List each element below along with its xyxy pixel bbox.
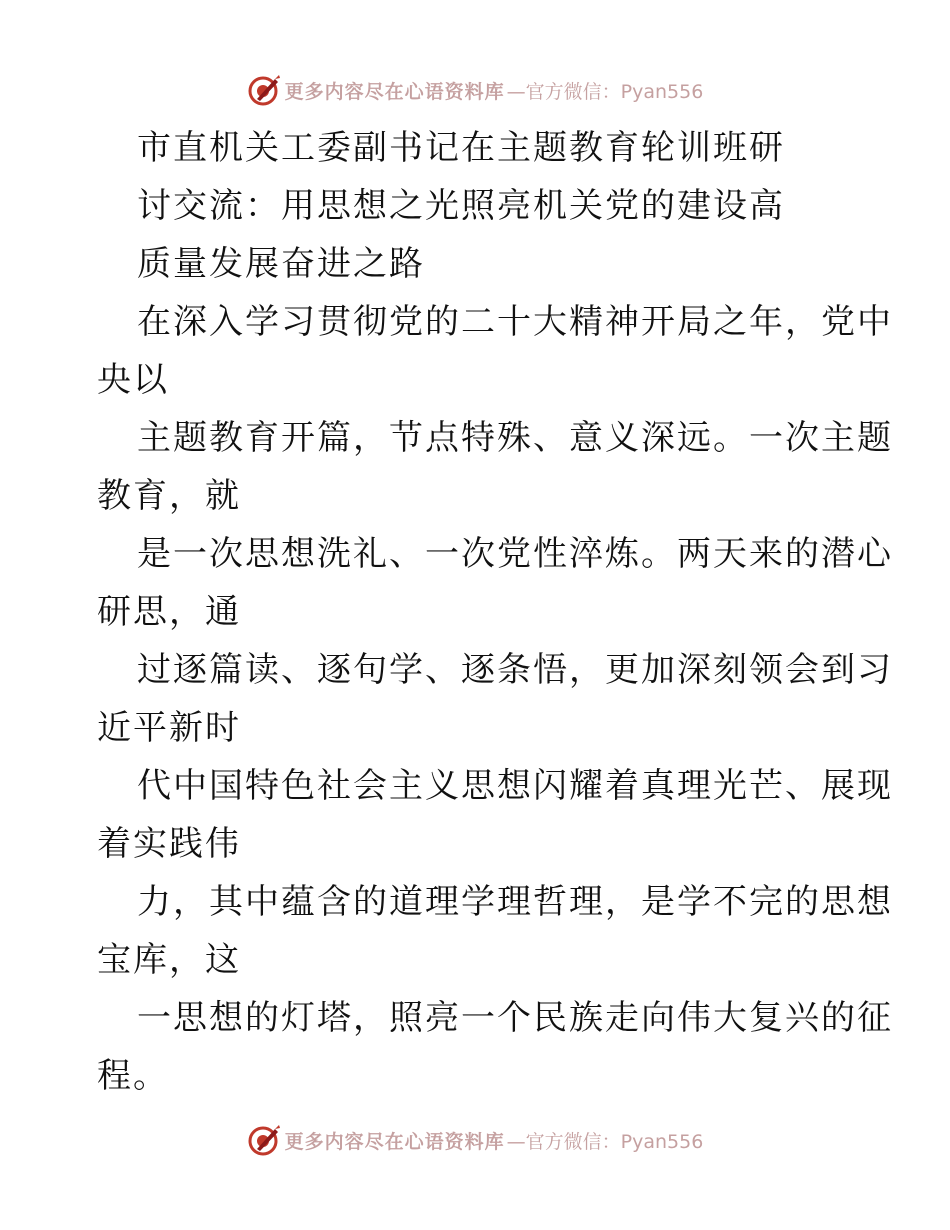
logo-icon — [247, 73, 281, 107]
title-line: 质量发展奋进之路 — [137, 244, 425, 284]
paragraph-line: 过逐篇读、逐句学、逐条悟，更加深刻领会到习 — [137, 650, 893, 690]
banner-text: 更多内容尽在心语资料库 — [284, 80, 505, 103]
footer-banner — [0, 1120, 950, 1160]
paragraph-line: 力，其中蕴含的道理学理哲理，是学不完的思想 — [137, 882, 893, 922]
paragraph-line: 近平新时 — [97, 708, 241, 748]
logo-icon — [247, 1123, 281, 1157]
paragraph-line: 代中国特色社会主义思想闪耀着真理光芒、展现 — [137, 766, 893, 806]
banner-text: 更多内容尽在心语资料库 — [284, 1130, 505, 1153]
paragraph-line: 程。 — [97, 1056, 169, 1096]
banner-wechat: —官方微信：Pyan556 — [506, 1130, 704, 1153]
title-line: 市直机关工委副书记在主题教育轮训班研 — [137, 128, 785, 168]
paragraph-line: 宝库，这 — [97, 940, 241, 980]
title-line: 讨交流：用思想之光照亮机关党的建设高 — [137, 186, 785, 226]
paragraph-line: 主题教育开篇，节点特殊、意义深远。一次主题 — [137, 418, 893, 458]
paragraph-line: 教育，就 — [97, 476, 241, 516]
paragraph-line: 在深入学习贯彻党的二十大精神开局之年，党中 — [137, 302, 893, 342]
banner-wechat: —官方微信：Pyan556 — [506, 80, 704, 103]
paragraph-line: 着实践伟 — [97, 824, 241, 864]
paragraph-line: 研思，通 — [97, 592, 241, 632]
paragraph-line: 是一次思想洗礼、一次党性淬炼。两天来的潜心 — [137, 534, 893, 574]
paragraph-line: 央以 — [97, 360, 169, 400]
header-banner — [0, 70, 950, 110]
paragraph-line: 一思想的灯塔，照亮一个民族走向伟大复兴的征 — [137, 998, 893, 1038]
